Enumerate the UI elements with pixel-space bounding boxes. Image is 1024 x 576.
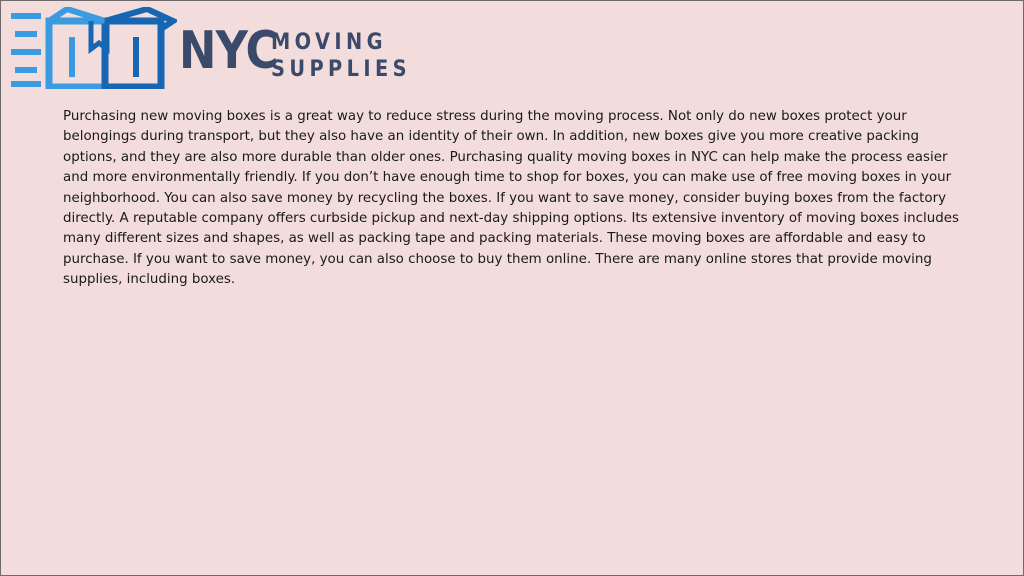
brand-line-supplies: SUPPLIES	[271, 57, 411, 82]
brand-tagline	[271, 29, 411, 83]
moving-box-logo-icon	[9, 7, 177, 89]
brand-nyc-text: NYC	[179, 21, 278, 81]
brand-line-moving: MOVING	[271, 30, 387, 55]
body-paragraph: Purchasing new moving boxes is a great way to reduce stress during the moving process. Not only do new boxes protect your belongings during transport, but they also have an identity of their own. In addition, new boxes give you more creative packing options, and they are also more durable than older ones. Purchasing quality moving boxes in NYC can help make the process easier and more environmentally friendly. If you don’t have enough time to shop for boxes, you can make use of free moving boxes in your neighborhood. You can also save money by recycling the boxes. If you want to save money, consider buying boxes from the factory directly. A reputable company offers curbside pickup and next-day shipping options. Its extensive inventory of moving boxes includes many different sizes and shapes, as well as packing tape and packing materials. These moving boxes are affordable and easy to purchase. If you want to save money, you can also choose to buy them online. There are many online stores that provide moving supplies, including boxes.	[63, 109, 959, 288]
brand-logo[interactable]	[9, 7, 411, 91]
